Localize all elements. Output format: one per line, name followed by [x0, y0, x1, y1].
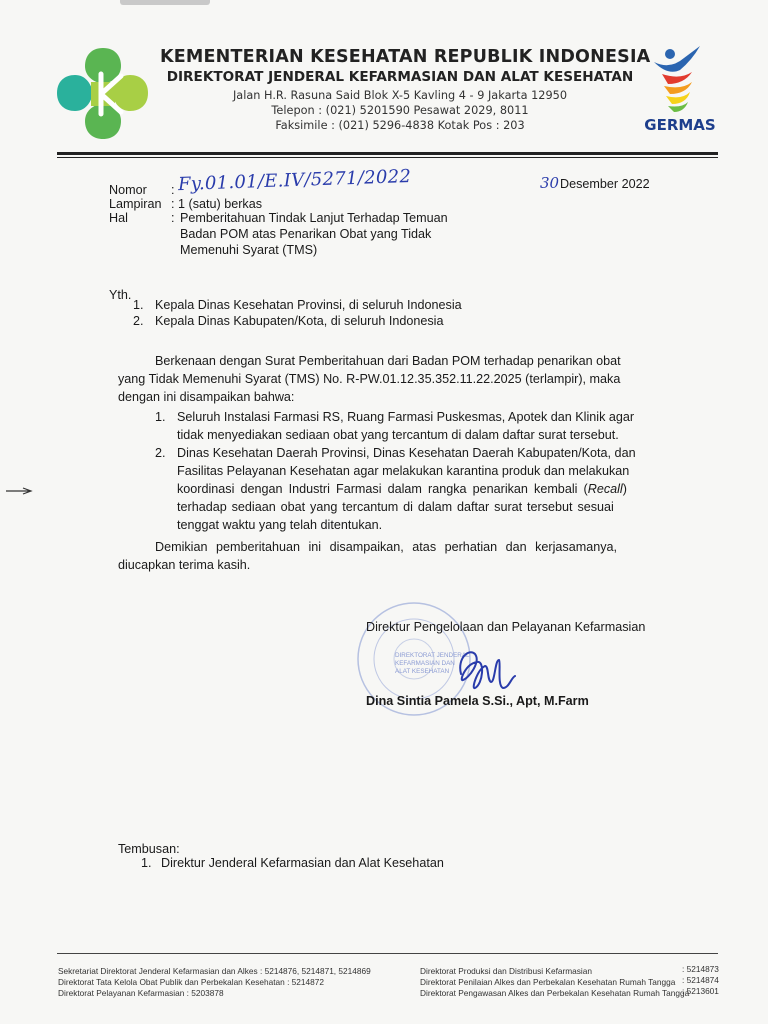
letterhead-address — [160, 88, 640, 133]
letterhead-rule — [57, 152, 718, 155]
handwritten-signature-icon — [455, 640, 520, 700]
nomor-label: Nomor — [109, 183, 147, 197]
signer-name: Dina Sintia Pamela S.Si., Apt, M.Farm — [366, 694, 589, 708]
point-line: Dinas Kesehatan Daerah Provinsi, Dinas Kesehatan Daerah Kabupaten/Kota, dan — [177, 446, 636, 460]
kemenkes-logo-icon — [55, 46, 150, 141]
date-month-year: Desember 2022 — [560, 177, 650, 191]
phone-line: Telepon : (021) 5201590 Pesawat 2029, 8011 — [271, 104, 529, 117]
intro-line: yang Tidak Memenuhi Syarat (TMS) No. R-PW.01.12.35.352.11.22.2025 (terlampir), maka — [118, 372, 621, 386]
tembusan-num: 1. — [141, 856, 152, 870]
point-line: Seluruh Instalasi Farmasi RS, Ruang Farmasi Puskesmas, Apotek dan Klinik agar — [177, 410, 635, 424]
point-line — [177, 482, 627, 496]
point-line: tidak menyediakan sediaan obat yang tercantum di dalam daftar surat tersebut. — [177, 428, 619, 442]
hal-line: Memenuhi Syarat (TMS) — [180, 243, 318, 257]
point-line-end: ) — [622, 482, 627, 496]
closing-line: Demikian pemberitahuan ini disampaikan, atas perhatian dan kerjasamanya, — [155, 540, 618, 554]
nomor-value: Fy.01.01/E.IV/5271/2022 — [177, 165, 412, 196]
point-num: 2. — [155, 446, 166, 460]
point-line: terhadap sediaan obat yang tercantum di dalam daftar surat tersebut sesuai — [177, 500, 614, 514]
intro-line: Berkenaan dengan Surat Pemberitahuan dari Badan POM terhadap penarikan obat — [155, 354, 621, 368]
footer-line: Direktorat Pengawasan Alkes dan Perbekalan Kesehatan Rumah Tangga — [420, 988, 690, 998]
signer-position: Direktur Pengelolaan dan Pelayanan Kefarmasian — [366, 620, 646, 634]
footer-number: : 5214873 — [682, 964, 719, 974]
point-line-text: koordinasi dengan Industri Farmasi dalam rangka penarikan kembali ( — [177, 482, 588, 496]
hal-line: Badan POM atas Penarikan Obat yang Tidak — [180, 227, 432, 241]
point-line: Fasilitas Pelayanan Kesehatan agar melakukan karantina produk dan melakukan — [177, 464, 630, 478]
hal-label: Hal — [109, 211, 128, 225]
footer-number: : 5214874 — [682, 975, 719, 985]
yth-label: Yth. — [109, 288, 132, 302]
lampiran-value: : 1 (satu) berkas — [171, 197, 262, 211]
footer-line: Sekretariat Direktorat Jenderal Kefarmasian dan Alkes : 5214876, 5214871, 5214869 — [58, 966, 371, 976]
recipient-num: 1. — [133, 298, 144, 312]
stamp-line: DIREKTORAT JENDERAL — [395, 652, 470, 659]
stamp-line: ALAT KESEHATAN — [395, 668, 450, 675]
scan-mark-icon — [5, 487, 33, 495]
footer-numbers — [682, 964, 719, 997]
hal-separator: : — [171, 211, 175, 225]
footer-line: Direktorat Tata Kelola Obat Publik dan Perbekalan Kesehatan : 5214872 — [58, 977, 324, 987]
recipient-text: Kepala Dinas Kesehatan Provinsi, di seluruh Indonesia — [155, 298, 462, 312]
scan-artifact — [120, 0, 210, 5]
date-day: 30 — [540, 174, 560, 192]
germas-label: GERMAS — [644, 116, 716, 134]
stamp-line: KEFARMASIAN DAN — [395, 660, 455, 667]
tembusan-label: Tembusan: — [118, 842, 180, 856]
address-line: Jalan H.R. Rasuna Said Blok X-5 Kavling 4 - 9 Jakarta 12950 — [232, 89, 568, 102]
tembusan-text: Direktur Jenderal Kefarmasian dan Alat Kesehatan — [161, 856, 444, 870]
nomor-separator: : — [171, 183, 175, 197]
footer-line: Direktorat Pelayanan Kefarmasian : 5203878 — [58, 988, 224, 998]
recipient-text: Kepala Dinas Kabupaten/Kota, di seluruh Indonesia — [155, 314, 444, 328]
lampiran-label: Lampiran — [109, 197, 162, 211]
footer-line: Direktorat Penilaian Alkes dan Perbekalan Kesehatan Rumah Tangga — [420, 977, 676, 987]
closing-line: diucapkan terima kasih. — [118, 558, 251, 572]
letterhead-rule-thin — [57, 157, 718, 158]
point-num: 1. — [155, 410, 166, 424]
directorate-title: DIREKTORAT JENDERAL KEFARMASIAN DAN ALAT KESEHATAN — [166, 69, 634, 85]
footer-right — [420, 966, 689, 999]
point-line: tenggat waktu yang telah ditentukan. — [177, 518, 383, 532]
intro-line: dengan ini disampaikan bahwa: — [118, 390, 295, 404]
footer-left — [58, 966, 371, 999]
recipient-num: 2. — [133, 314, 144, 328]
footer-rule — [57, 953, 718, 954]
ministry-title: KEMENTERIAN KESEHATAN REPUBLIK INDONESIA — [160, 47, 651, 67]
recall-term: Recall — [587, 482, 623, 496]
fax-line: Faksimile : (021) 5296-4838 Kotak Pos : 203 — [275, 119, 525, 132]
footer-number: : 5213601 — [682, 986, 719, 996]
footer-line: Direktorat Produksi dan Distribusi Kefarmasian — [420, 966, 592, 976]
hal-line: Pemberitahuan Tindak Lanjut Terhadap Temuan — [180, 211, 448, 225]
